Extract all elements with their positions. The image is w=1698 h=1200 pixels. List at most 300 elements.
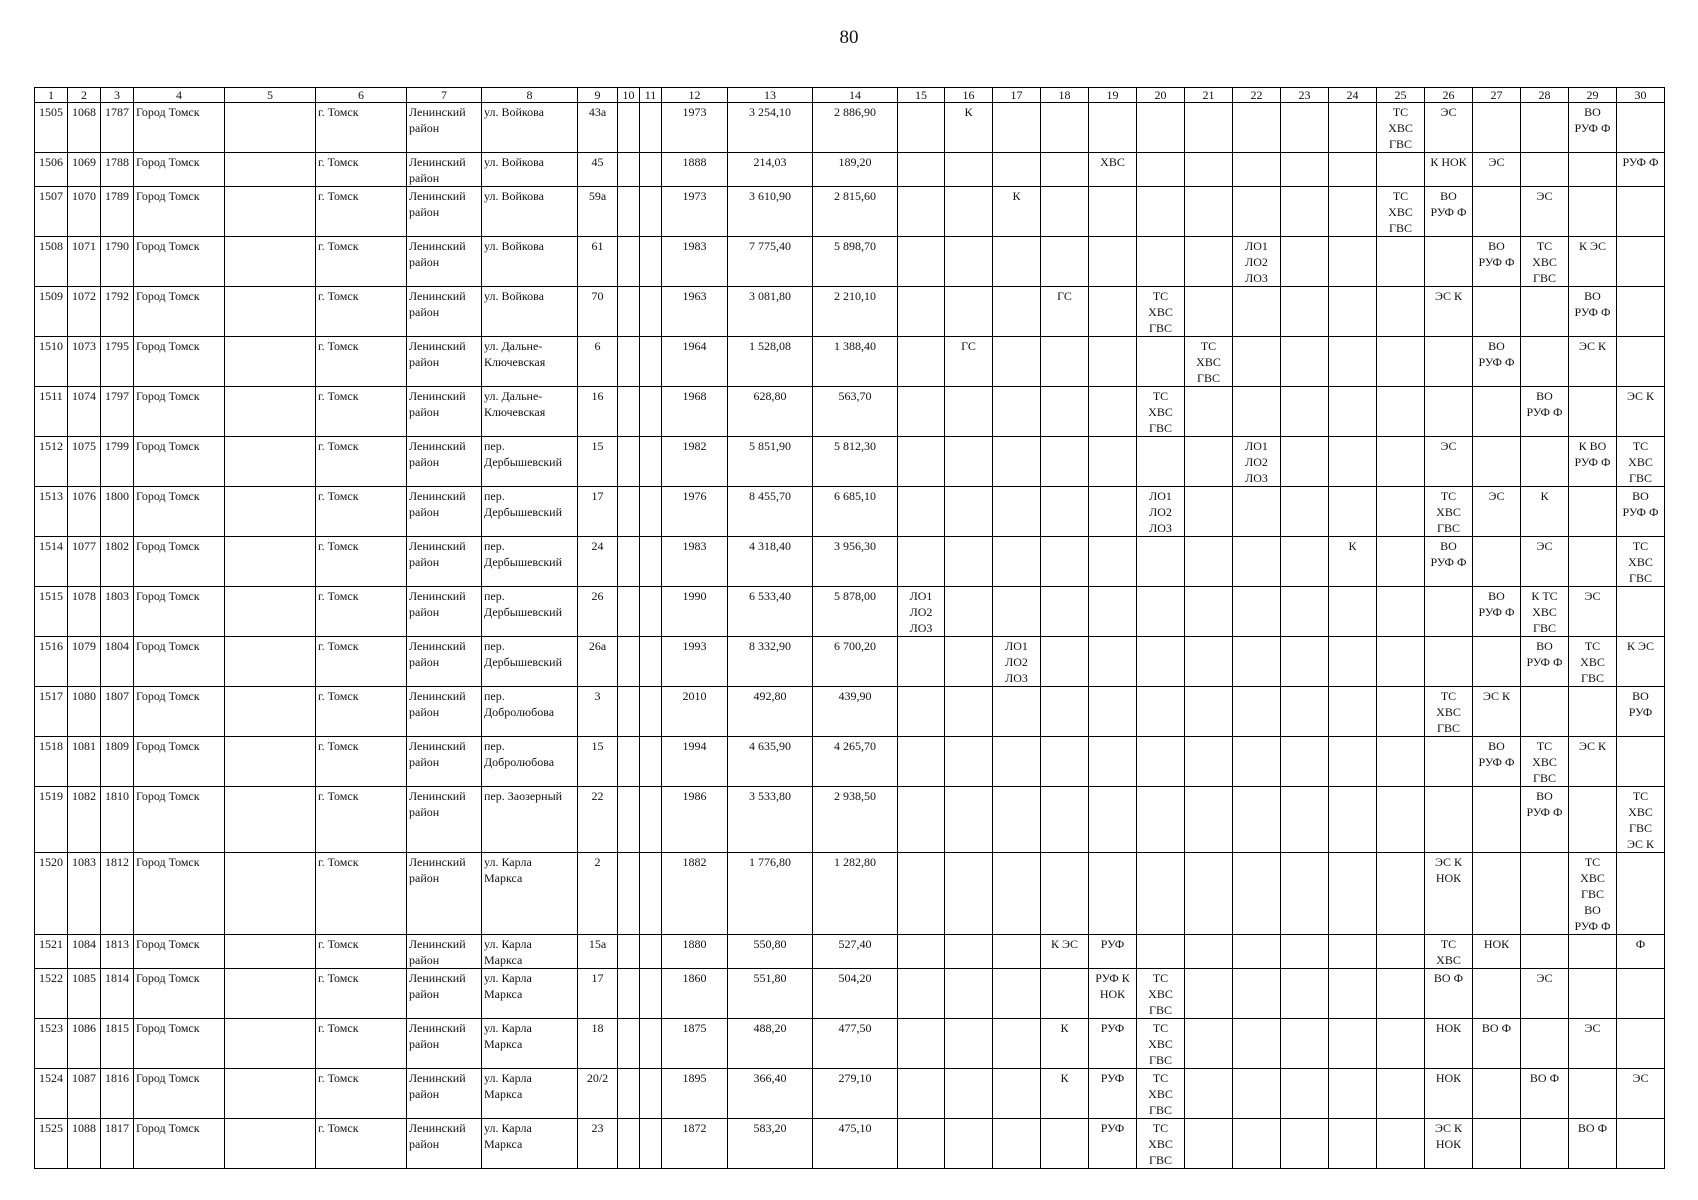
- table-cell: 1983: [662, 237, 728, 287]
- table-cell: [225, 1119, 316, 1169]
- table-cell: [1329, 637, 1377, 687]
- table-cell: 3 254,10: [728, 103, 813, 153]
- table-cell: [1281, 437, 1329, 487]
- table-cell: [1137, 237, 1185, 287]
- table-cell: К: [1041, 1069, 1089, 1119]
- table-cell: 1525: [35, 1119, 68, 1169]
- table-cell: [1377, 537, 1425, 587]
- table-cell: Город Томск: [134, 737, 225, 787]
- table-row: [35, 737, 1665, 787]
- table-cell: [898, 337, 945, 387]
- table-cell: [1233, 587, 1281, 637]
- table-cell: [640, 153, 662, 187]
- table-cell: [993, 337, 1041, 387]
- table-cell: 1994: [662, 737, 728, 787]
- column-header: 6: [316, 88, 407, 103]
- table-cell: [640, 387, 662, 437]
- page-number: 80: [839, 27, 859, 48]
- table-cell: [1329, 337, 1377, 387]
- table-cell: 550,80: [728, 935, 813, 969]
- table-cell: НОК: [1425, 1019, 1473, 1069]
- table-cell: [898, 103, 945, 153]
- table-cell: [1377, 637, 1425, 687]
- table-cell: ул. Дальне- Ключевская: [482, 387, 578, 437]
- column-header: 14: [813, 88, 898, 103]
- table-cell: [1185, 737, 1233, 787]
- table-cell: 1990: [662, 587, 728, 637]
- table-cell: [1473, 853, 1521, 935]
- table-row: [35, 935, 1665, 969]
- table-cell: [1329, 853, 1377, 935]
- table-cell: [1185, 237, 1233, 287]
- table-cell: [1041, 737, 1089, 787]
- table-cell: 1807: [101, 687, 134, 737]
- table-cell: ТС ХВС ГВС: [1137, 287, 1185, 337]
- table-cell: 8 332,90: [728, 637, 813, 687]
- table-cell: 1077: [68, 537, 101, 587]
- table-cell: Ленинский район: [407, 737, 482, 787]
- table-cell: [618, 437, 640, 487]
- column-header: 1: [35, 88, 68, 103]
- table-cell: [1185, 587, 1233, 637]
- table-cell: 1810: [101, 787, 134, 853]
- table-cell: пер. Заозерный: [482, 787, 578, 853]
- table-cell: 1509: [35, 287, 68, 337]
- table-cell: Город Томск: [134, 537, 225, 587]
- table-cell: РУФ: [1089, 1069, 1137, 1119]
- table-cell: [1329, 237, 1377, 287]
- table-cell: [945, 487, 993, 537]
- table-cell: 1875: [662, 1019, 728, 1069]
- table-cell: [1137, 587, 1185, 637]
- table-cell: 1983: [662, 537, 728, 587]
- table-cell: [225, 853, 316, 935]
- table-cell: [618, 787, 640, 853]
- table-cell: Город Томск: [134, 1019, 225, 1069]
- table-cell: 1088: [68, 1119, 101, 1169]
- table-cell: Ленинский район: [407, 1019, 482, 1069]
- table-cell: [640, 1069, 662, 1119]
- table-cell: [1281, 853, 1329, 935]
- table-cell: [1569, 935, 1617, 969]
- table-cell: ЭС К: [1473, 687, 1521, 737]
- table-cell: [993, 935, 1041, 969]
- table-cell: [1377, 737, 1425, 787]
- table-cell: [1185, 1119, 1233, 1169]
- table-cell: [945, 1119, 993, 1169]
- table-cell: [640, 437, 662, 487]
- table-cell: [1041, 337, 1089, 387]
- table-cell: ВО Ф: [1569, 1119, 1617, 1169]
- table-cell: 1814: [101, 969, 134, 1019]
- table-cell: ТС ХВС ГВС: [1185, 337, 1233, 387]
- table-cell: ЭС: [1473, 153, 1521, 187]
- table-cell: ВО Ф: [1473, 1019, 1521, 1069]
- table-cell: ВО РУФ Ф: [1617, 487, 1665, 537]
- table-cell: 1816: [101, 1069, 134, 1119]
- column-header: 9: [578, 88, 618, 103]
- table-cell: [945, 387, 993, 437]
- table-cell: Город Томск: [134, 237, 225, 287]
- table-cell: [993, 1019, 1041, 1069]
- table-cell: 1809: [101, 737, 134, 787]
- table-cell: 2010: [662, 687, 728, 737]
- table-cell: ЭС К НОК: [1425, 1119, 1473, 1169]
- column-header: 18: [1041, 88, 1089, 103]
- table-cell: [1569, 387, 1617, 437]
- column-header: 24: [1329, 88, 1377, 103]
- table-cell: [1233, 969, 1281, 1019]
- table-cell: [618, 103, 640, 153]
- table-cell: ЭС: [1521, 969, 1569, 1019]
- table-cell: [898, 437, 945, 487]
- table-cell: 1068: [68, 103, 101, 153]
- table-cell: пер. Дербышевский: [482, 437, 578, 487]
- table-cell: [1185, 853, 1233, 935]
- table-cell: 366,40: [728, 1069, 813, 1119]
- table-cell: РУФ Ф: [1617, 153, 1665, 187]
- table-cell: ТС ХВС ГВС: [1425, 687, 1473, 737]
- table-cell: [618, 737, 640, 787]
- table-cell: [618, 587, 640, 637]
- table-cell: г. Томск: [316, 935, 407, 969]
- table-cell: [1377, 237, 1425, 287]
- table-cell: г. Томск: [316, 287, 407, 337]
- table-cell: 6 685,10: [813, 487, 898, 537]
- table-cell: 1799: [101, 437, 134, 487]
- table-cell: [1617, 1019, 1665, 1069]
- table-cell: 1 388,40: [813, 337, 898, 387]
- table-cell: ЭС К НОК: [1425, 853, 1473, 935]
- table-cell: ЛО1 ЛО2 ЛО3: [898, 587, 945, 637]
- table-cell: [1473, 1119, 1521, 1169]
- table-cell: Город Томск: [134, 153, 225, 187]
- table-cell: [1089, 103, 1137, 153]
- table-row: [35, 637, 1665, 687]
- table-row: [35, 103, 1665, 153]
- table-cell: [1377, 337, 1425, 387]
- table-cell: 1083: [68, 853, 101, 935]
- table-cell: ЭС: [1473, 487, 1521, 537]
- table-cell: 1964: [662, 337, 728, 387]
- table-cell: ГС: [1041, 287, 1089, 337]
- table-cell: 5 878,00: [813, 587, 898, 637]
- column-header: 13: [728, 88, 813, 103]
- table-row: [35, 687, 1665, 737]
- table-cell: [1377, 1069, 1425, 1119]
- table-cell: Город Томск: [134, 337, 225, 387]
- table-cell: [1089, 587, 1137, 637]
- table-cell: 24: [578, 537, 618, 587]
- table-cell: [1281, 387, 1329, 437]
- table-cell: ЭС: [1521, 187, 1569, 237]
- table-cell: РУФ: [1089, 1019, 1137, 1069]
- table-cell: г. Томск: [316, 587, 407, 637]
- table-cell: К ЭС: [1041, 935, 1089, 969]
- table-row: [35, 853, 1665, 935]
- table-cell: [225, 487, 316, 537]
- table-cell: г. Томск: [316, 787, 407, 853]
- table-cell: [1377, 587, 1425, 637]
- table-cell: [1233, 537, 1281, 587]
- table-cell: ЛО1 ЛО2 ЛО3: [1137, 487, 1185, 537]
- table-cell: [1617, 237, 1665, 287]
- table-cell: 4 265,70: [813, 737, 898, 787]
- table-cell: Ленинский район: [407, 1119, 482, 1169]
- table-row: [35, 1119, 1665, 1169]
- table-cell: 5 812,30: [813, 437, 898, 487]
- table-cell: ВО РУФ Ф: [1521, 787, 1569, 853]
- table-cell: [993, 387, 1041, 437]
- table-cell: [1089, 637, 1137, 687]
- table-cell: [1041, 537, 1089, 587]
- table-cell: [1185, 935, 1233, 969]
- column-header: 3: [101, 88, 134, 103]
- table-cell: [1137, 737, 1185, 787]
- table-cell: [640, 287, 662, 337]
- table-cell: [945, 587, 993, 637]
- table-cell: НОК: [1473, 935, 1521, 969]
- table-cell: 2: [578, 853, 618, 935]
- table-cell: [618, 337, 640, 387]
- table-cell: [1425, 337, 1473, 387]
- table-cell: ВО Ф: [1521, 1069, 1569, 1119]
- table-cell: ТС ХВС ГВС: [1521, 737, 1569, 787]
- table-cell: [1329, 935, 1377, 969]
- column-header: 11: [640, 88, 662, 103]
- table-cell: [1233, 637, 1281, 687]
- table-cell: [1089, 287, 1137, 337]
- table-cell: 2 815,60: [813, 187, 898, 237]
- table-cell: 1803: [101, 587, 134, 637]
- table-cell: [225, 587, 316, 637]
- table-cell: [618, 853, 640, 935]
- table-cell: Ленинский район: [407, 935, 482, 969]
- table-cell: [1377, 787, 1425, 853]
- table-cell: 1817: [101, 1119, 134, 1169]
- table-cell: [1185, 487, 1233, 537]
- table-cell: 492,80: [728, 687, 813, 737]
- table-cell: 15: [578, 437, 618, 487]
- table-cell: Город Томск: [134, 1069, 225, 1119]
- table-cell: [1377, 487, 1425, 537]
- table-row: [35, 537, 1665, 587]
- table-cell: 1517: [35, 687, 68, 737]
- table-cell: 8 455,70: [728, 487, 813, 537]
- table-cell: [618, 537, 640, 587]
- table-cell: [993, 1119, 1041, 1169]
- table-cell: [1473, 787, 1521, 853]
- table-cell: [898, 787, 945, 853]
- table-cell: ЛО1 ЛО2 ЛО3: [1233, 437, 1281, 487]
- table-cell: Ленинский район: [407, 537, 482, 587]
- table-cell: [640, 187, 662, 237]
- table-cell: [1425, 237, 1473, 287]
- table-cell: Ленинский район: [407, 103, 482, 153]
- table-cell: 5 851,90: [728, 437, 813, 487]
- table-cell: 3 610,90: [728, 187, 813, 237]
- table-cell: [1329, 437, 1377, 487]
- table-cell: [1233, 487, 1281, 537]
- table-cell: 279,10: [813, 1069, 898, 1119]
- table-cell: Ф: [1617, 935, 1665, 969]
- table-cell: ТС ХВС ГВС: [1617, 537, 1665, 587]
- table-cell: [1041, 387, 1089, 437]
- table-cell: [1377, 1119, 1425, 1169]
- table-cell: ЭС К: [1569, 737, 1617, 787]
- table-cell: Ленинский район: [407, 187, 482, 237]
- table-cell: 1812: [101, 853, 134, 935]
- table-cell: [945, 437, 993, 487]
- table-cell: 1087: [68, 1069, 101, 1119]
- table-cell: [1377, 853, 1425, 935]
- table-cell: [1137, 935, 1185, 969]
- table-cell: 214,03: [728, 153, 813, 187]
- table-cell: 1515: [35, 587, 68, 637]
- table-cell: [1281, 287, 1329, 337]
- table-row: [35, 337, 1665, 387]
- table-cell: 1078: [68, 587, 101, 637]
- table-cell: 1815: [101, 1019, 134, 1069]
- table-cell: 1513: [35, 487, 68, 537]
- table-cell: [993, 1069, 1041, 1119]
- table-cell: г. Томск: [316, 687, 407, 737]
- table-cell: [225, 537, 316, 587]
- column-header: 20: [1137, 88, 1185, 103]
- table-cell: пер. Дербышевский: [482, 487, 578, 537]
- table-cell: [640, 587, 662, 637]
- table-cell: [1041, 1119, 1089, 1169]
- table-cell: г. Томск: [316, 387, 407, 437]
- table-cell: Город Томск: [134, 387, 225, 437]
- column-header: 17: [993, 88, 1041, 103]
- table-cell: [225, 737, 316, 787]
- table-cell: пер. Дербышевский: [482, 587, 578, 637]
- table-cell: РУФ К НОК: [1089, 969, 1137, 1019]
- table-cell: Город Томск: [134, 853, 225, 935]
- table-cell: [1617, 103, 1665, 153]
- table-cell: 1076: [68, 487, 101, 537]
- table-cell: [1521, 153, 1569, 187]
- column-header: 27: [1473, 88, 1521, 103]
- table-cell: 1521: [35, 935, 68, 969]
- table-cell: 1789: [101, 187, 134, 237]
- table-cell: [1233, 1119, 1281, 1169]
- table-cell: Ленинский район: [407, 687, 482, 737]
- table-cell: Город Томск: [134, 587, 225, 637]
- table-cell: [1377, 1019, 1425, 1069]
- table-cell: [1185, 687, 1233, 737]
- table-cell: 1888: [662, 153, 728, 187]
- table-cell: ВО РУФ Ф: [1473, 737, 1521, 787]
- table-cell: 1075: [68, 437, 101, 487]
- table-cell: [1281, 1019, 1329, 1069]
- table-cell: 5 898,70: [813, 237, 898, 287]
- table-cell: 23: [578, 1119, 618, 1169]
- column-number-header: [35, 88, 1665, 103]
- table-cell: [898, 287, 945, 337]
- table-cell: [898, 853, 945, 935]
- table-cell: [618, 969, 640, 1019]
- table-cell: 2 886,90: [813, 103, 898, 153]
- table-cell: [1329, 1069, 1377, 1119]
- table-cell: [945, 935, 993, 969]
- table-cell: [618, 487, 640, 537]
- table-cell: [1281, 487, 1329, 537]
- table-cell: Город Томск: [134, 935, 225, 969]
- table-cell: 1795: [101, 337, 134, 387]
- table-cell: 17: [578, 969, 618, 1019]
- table-cell: [1329, 737, 1377, 787]
- table-cell: 3 533,80: [728, 787, 813, 853]
- table-cell: ТС ХВС ГВС: [1137, 1069, 1185, 1119]
- table-cell: [1233, 1069, 1281, 1119]
- table-cell: ЛО1 ЛО2 ЛО3: [1233, 237, 1281, 287]
- table-cell: [640, 103, 662, 153]
- table-cell: 15: [578, 737, 618, 787]
- table-cell: [1089, 387, 1137, 437]
- table-cell: [640, 935, 662, 969]
- table-cell: [225, 153, 316, 187]
- table-cell: [1041, 787, 1089, 853]
- table-cell: [898, 637, 945, 687]
- table-cell: 26а: [578, 637, 618, 687]
- table-cell: К: [1329, 537, 1377, 587]
- table-cell: [1041, 487, 1089, 537]
- table-cell: [1185, 1069, 1233, 1119]
- table-cell: [640, 1019, 662, 1069]
- table-cell: [640, 1119, 662, 1169]
- table-cell: [1425, 587, 1473, 637]
- table-cell: [1617, 337, 1665, 387]
- column-header: 21: [1185, 88, 1233, 103]
- table-cell: 1 528,08: [728, 337, 813, 387]
- table-cell: [945, 237, 993, 287]
- table-cell: ТС ХВС: [1425, 935, 1473, 969]
- table-cell: 1505: [35, 103, 68, 153]
- table-cell: пер. Добролюбова: [482, 687, 578, 737]
- table-cell: 1085: [68, 969, 101, 1019]
- table-cell: [1137, 337, 1185, 387]
- table-cell: ЭС К: [1425, 287, 1473, 337]
- table-cell: К ЭС: [1569, 237, 1617, 287]
- table-cell: [898, 237, 945, 287]
- table-cell: пер. Дербышевский: [482, 637, 578, 687]
- table-cell: [1473, 437, 1521, 487]
- table-cell: 1082: [68, 787, 101, 853]
- table-cell: [225, 387, 316, 437]
- table-cell: ТС ХВС ГВС: [1377, 187, 1425, 237]
- table-cell: [1089, 537, 1137, 587]
- table-cell: ТС ХВС ГВС: [1137, 969, 1185, 1019]
- table-cell: Город Томск: [134, 687, 225, 737]
- table-cell: [618, 1069, 640, 1119]
- table-cell: ВО РУФ Ф: [1473, 337, 1521, 387]
- table-cell: 1074: [68, 387, 101, 437]
- table-cell: [1089, 687, 1137, 737]
- table-cell: 43а: [578, 103, 618, 153]
- table-cell: [993, 487, 1041, 537]
- table-cell: К ЭС: [1617, 637, 1665, 687]
- table-cell: г. Томск: [316, 853, 407, 935]
- table-cell: 15а: [578, 935, 618, 969]
- table-cell: [1521, 337, 1569, 387]
- table-cell: [225, 103, 316, 153]
- table-cell: [1041, 437, 1089, 487]
- table-cell: ВО РУФ Ф: [1569, 103, 1617, 153]
- table-cell: Ленинский район: [407, 969, 482, 1019]
- table-cell: [1329, 487, 1377, 537]
